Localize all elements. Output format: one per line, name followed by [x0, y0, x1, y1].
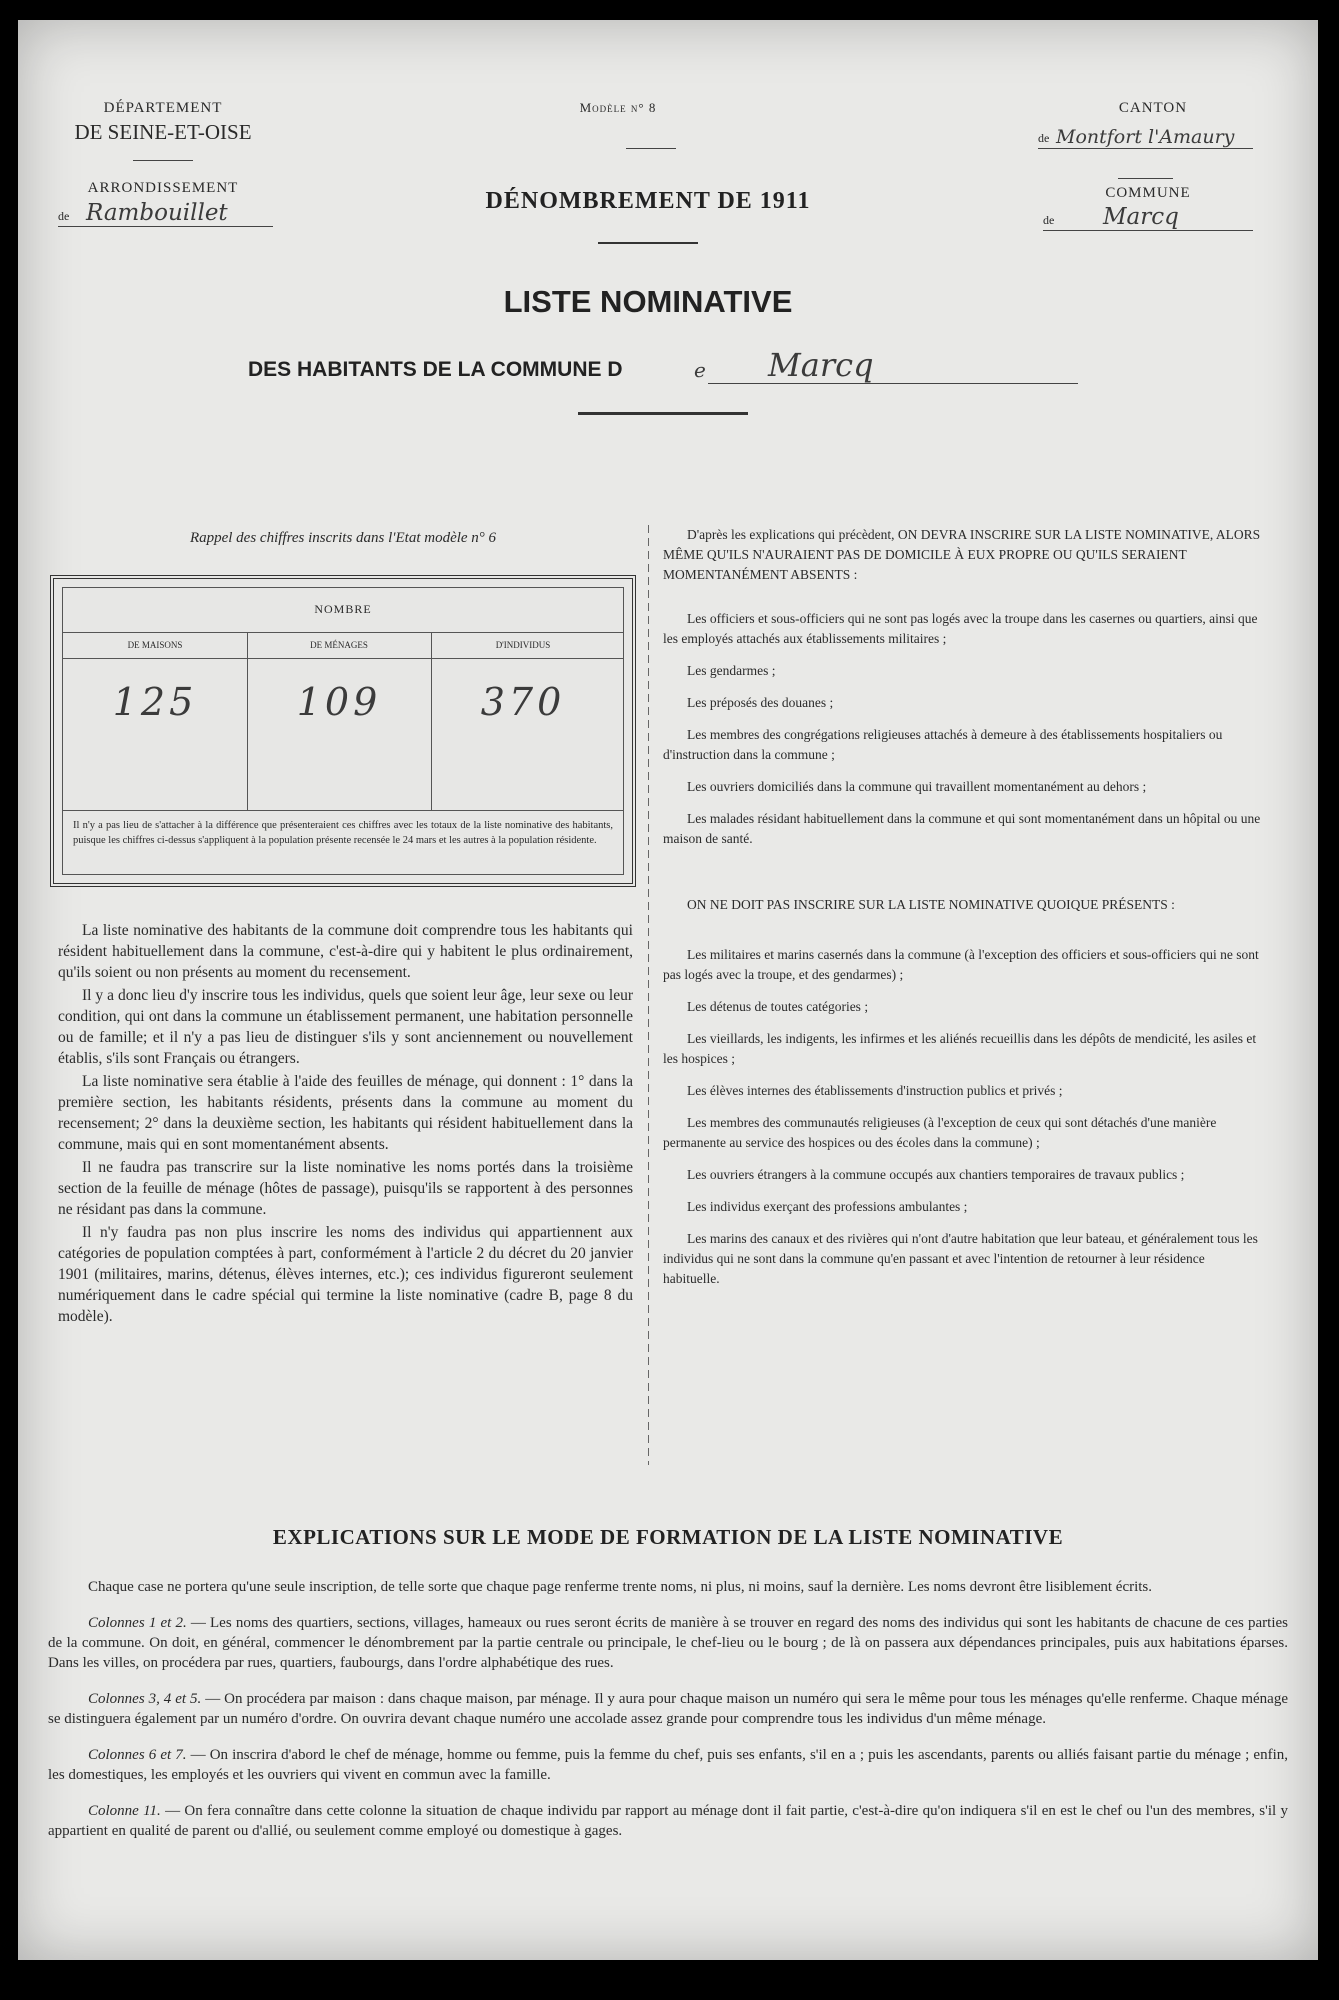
exclude-item: Les individus exerçant des professions ambulantes ; — [687, 1199, 968, 1214]
include-item: Les ouvriers domiciliés dans la commune qui travaillent momentanément au dehors ; — [687, 779, 1147, 794]
commune-field — [1043, 202, 1253, 231]
census-title: DÉNOMBREMENT DE 1911 — [485, 188, 811, 214]
include-item: Les préposés des douanes ; — [687, 695, 834, 710]
ornament — [598, 242, 698, 244]
column-divider — [648, 525, 649, 1465]
left-paragraph: Il n'y faudra pas non plus inscrire les noms des individus qui appartiennent aux catégories de population comptées à part, conformément à l'article 2 du décret du 20 janvier 1901 (militaires, marins, détenus, élèves internes, etc.); ces individus figureront seulement numériquement dans le cadre spécial qui termine la liste nominative (cadre B, page 8 du modèle). — [58, 1224, 633, 1325]
rappel-header: NOMBRE — [314, 602, 372, 616]
exclude-item: Les membres des communautés religieuses (à l'exception de ceux qui sont détachés d'une manière permanente au service des hospices ou des écoles dans la commune) ; — [663, 1115, 1217, 1150]
col-menages-header: DE MÉNAGES — [310, 640, 368, 650]
explanation-item — [48, 1613, 1288, 1673]
arrondissement-value: Rambouillet — [86, 200, 228, 226]
ornament — [578, 412, 748, 415]
explanation-text: — On inscrira d'abord le chef de ménage, homme ou femme, puis la femme du chef, puis ses enfants, s'il en a ; puis les ascendants, parents ou alliés faisant partie du ménage ; enfin, les domestiques, les employés et les ouvriers qui vivent en commun avec la famille. — [48, 1747, 1288, 1783]
canton-prefix: de — [1038, 131, 1050, 145]
canton-label: CANTON — [1118, 100, 1188, 116]
exclude-item: Les militaires et marins casernés dans la commune (à l'exception des officiers et sous-officiers qui ne sont pas logés avec la troupe, et des gendarmes) ; — [663, 947, 1259, 982]
table-line — [63, 810, 623, 811]
commune-label: COMMUNE — [1105, 185, 1191, 201]
commune-line — [248, 346, 1078, 386]
rappel-table — [50, 575, 636, 887]
explanation-intro: Chaque case ne portera qu'une seule inscription, de telle sorte que chaque page renferme trente noms, ni plus, ni moins, sauf la dernière. Les noms devront être lisiblement écrits. — [88, 1579, 1153, 1595]
commune-line-suffix: e — [694, 358, 706, 382]
explanation-text: — On fera connaître dans cette colonne la situation de chaque individu par rapport au ménage dont il fait partie, c'est-à-dire qu'on indiquera s'il en est le chef ou l'un des membres, s'il y appartient en qualité de parent ou d'allié, ou seulement comme employé ou domestique à gages. — [48, 1803, 1288, 1839]
include-item: Les officiers et sous-officiers qui ne sont pas logés avec la troupe dans les casernes ou quartiers, ainsi que les employés attachés aux établissements militaires ; — [663, 611, 1258, 646]
commune-line-label: DES HABITANTS DE LA COMMUNE D — [248, 358, 623, 381]
arrondissement-label: ARRONDISSEMENT — [87, 180, 239, 196]
explanations-body — [48, 1577, 1288, 1857]
canton-field — [1038, 116, 1253, 149]
left-instructions — [58, 920, 633, 1329]
left-paragraph: Il ne faudra pas transcrire sur la liste nominative les noms portés dans la troisième section de la feuille de ménage (hôtes de passage), puisqu'ils se rapportent à des personnes ne résidant pas dans la commune. — [58, 1159, 633, 1218]
census-form-page — [18, 20, 1318, 1960]
explanation-label: Colonnes 1 et 2. — [88, 1615, 187, 1631]
value-individus: 370 — [480, 680, 566, 724]
arrondissement-prefix: de — [58, 209, 70, 223]
value-maisons: 125 — [112, 680, 198, 724]
left-paragraph: Il y a donc lieu d'y inscrire tous les individus, quels que soient leur âge, leur sexe ou leur condition, qui ont dans la commune un établissement permanent, une habitation personnelle ou de famille; et il n'y a pas lieu de distinguer s'ils y sont anciennement ou nouvellement établis, s'ils sont Français ou étrangers. — [58, 987, 633, 1067]
fill-line — [708, 383, 1078, 384]
rappel-table-inner — [62, 587, 624, 875]
exclude-item: Les marins des canaux et des rivières qui n'ont d'autre habitation que leur bateau, et généralement tous les individus qui ne sont dans la commune qu'en passant et avec l'intention de retourner à leur résidence habituelle. — [663, 1231, 1258, 1286]
divider — [133, 160, 193, 161]
explanation-label: Colonnes 6 et 7. — [88, 1747, 187, 1763]
exclude-intro: ON NE DOIT PAS INSCRIRE SUR LA LISTE NOMINATIVE QUOIQUE PRÉSENTS : — [687, 897, 1175, 912]
explanation-label: Colonne 11. — [88, 1803, 161, 1819]
model-number: Modèle n° 8 — [579, 100, 657, 115]
explanation-text: — On procédera par maison : dans chaque maison, par ménage. Il y aura pour chaque maison un numéro qui sera le même pour tous les ménages qu'elle renferme. Chaque ménage se distinguera également par un numéro d'ordre. On ouvrira devant chaque numéro une accolade assez grande pour comprendre tous les individus d'un même ménage. — [48, 1691, 1288, 1727]
divider — [626, 148, 676, 149]
right-instructions — [663, 525, 1263, 1301]
explanation-label: Colonnes 3, 4 et 5. — [88, 1691, 202, 1707]
left-paragraph: La liste nominative des habitants de la commune doit comprendre tous les habitants qui résident habituellement dans la commune, c'est-à-dire qui y habitent le plus ordinairement, qu'ils soient ou non présents au moment du recensement. — [58, 922, 633, 981]
main-title: LISTE NOMINATIVE — [503, 284, 793, 319]
left-paragraph: La liste nominative sera établie à l'aide des feuilles de ménage, qui donnent : 1° dans la première section, les habitants résidents, présents dans la commune au moment du recensement; 2° dans la deuxième section, les habitants qui résident habituellement dans la commune, mais qui en sont momentanément absents. — [58, 1073, 633, 1153]
col-individus-header: D'INDIVIDUS — [495, 640, 551, 650]
rappel-note: Il n'y a pas lieu de s'attacher à la différence que présenteraient ces chiffres avec les totaux de la liste nominative des habitants, puisque les chiffres ci-dessus s'appliquent à la population présente recensée le 24 mars et les autres à la population résidente. — [73, 820, 613, 846]
divider — [1118, 178, 1173, 179]
arrondissement-field — [58, 196, 273, 227]
value-menages: 109 — [296, 680, 382, 724]
explanations-title: EXPLICATIONS SUR LE MODE DE FORMATION DE LA LISTE NOMINATIVE — [272, 1525, 1064, 1549]
exclude-item: Les élèves internes des établissements d'instruction publics et privés ; — [687, 1083, 1063, 1098]
canton-value: Montfort l'Amaury — [1056, 126, 1235, 148]
include-item: Les membres des congrégations religieuses attachés à demeure à des établissements hospitaliers ou d'instruction dans la commune ; — [663, 727, 1223, 762]
department-label: DÉPARTEMENT — [103, 100, 223, 116]
include-intro: D'après les explications qui précèdent, ON DEVRA INSCRIRE SUR LA LISTE NOMINATIVE, ALORS MÊME QU'ILS N'AURAIENT PAS DE DOMICILE À EUX PROPRE OU QU'ILS SERAIENT MOMENTANÉMENT ABSENTS : — [663, 527, 1261, 582]
include-item: Les malades résidant habituellement dans la commune et qui sont momentanément dans un hôpital ou une maison de santé. — [663, 811, 1261, 846]
table-line — [63, 632, 623, 633]
exclude-item: Les ouvriers étrangers à la commune occupés aux chantiers temporaires de travaux publics ; — [687, 1167, 1185, 1182]
department-name: DE SEINE-ET-OISE — [74, 120, 252, 144]
rappel-caption: Rappel des chiffres inscrits dans l'Etat modèle n° 6 — [189, 530, 497, 546]
include-item: Les gendarmes ; — [687, 663, 776, 678]
col-maisons-header: DE MAISONS — [127, 640, 183, 650]
explanation-item — [48, 1689, 1288, 1729]
explanation-text: — Les noms des quartiers, sections, villages, hameaux ou rues seront écrits de manière à se trouver en regard des noms des individus qui sont les habitants de chacune de ces parties de la commune. On doit, en général, commencer le dénombrement par la partie centrale ou principale, le chef-lieu ou le bourg ; de là on passera aux dépendances principales, puis aux habitations éparses. Dans les villes, on procédera par rues, quartiers, faubourgs, dans l'ordre alphabétique des rues. — [48, 1615, 1288, 1671]
commune-line-value: Marcq — [768, 346, 874, 384]
table-line — [63, 658, 623, 659]
explanation-item — [48, 1801, 1288, 1841]
commune-prefix: de — [1043, 213, 1055, 227]
explanation-item — [48, 1745, 1288, 1785]
exclude-item: Les détenus de toutes catégories ; — [687, 999, 869, 1014]
commune-value: Marcq — [1103, 204, 1179, 230]
exclude-item: Les vieillards, les indigents, les infirmes et les aliénés recueillis dans les dépôts de mendicité, les asiles et les hospices ; — [663, 1031, 1257, 1066]
